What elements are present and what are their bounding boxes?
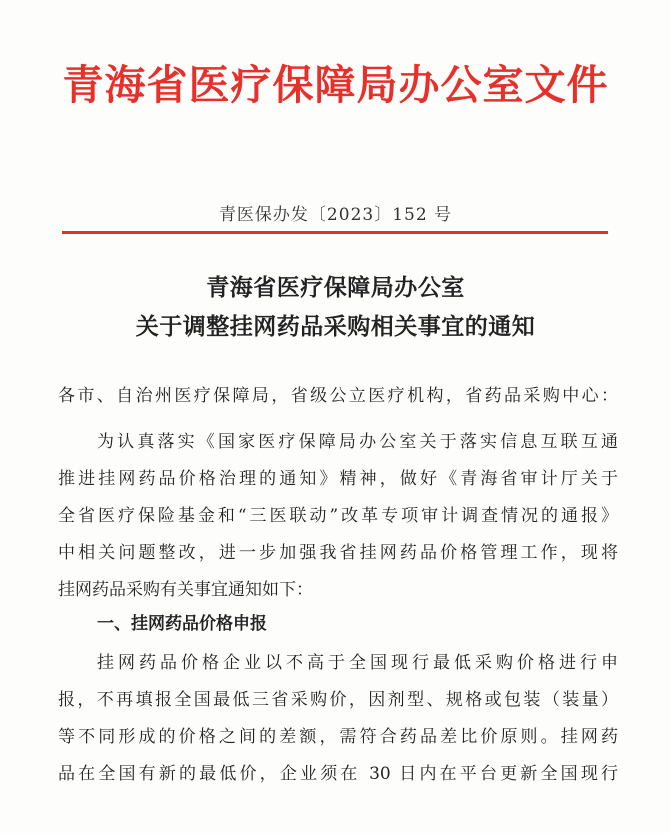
paragraph-line: 挂网药品采购有关事宜通知如下： — [58, 580, 313, 600]
red-divider-line — [62, 231, 608, 234]
salutation-line: 各市、自治州医疗保障局，省级公立医疗机构，省药品采购中心： — [58, 386, 618, 406]
document-title-line-1: 青海省医疗保障局办公室 — [206, 274, 465, 301]
paragraph-line: 挂网药品价格企业以不高于全国现行最低采购价格进行申 — [97, 653, 618, 673]
paragraph-line: 中相关问题整改，进一步加强我省挂网药品价格管理工作，现将 — [58, 543, 618, 563]
document-title-line-2: 关于调整挂网药品采购相关事宜的通知 — [135, 313, 536, 340]
document-number: 青医保办发〔2023〕152 号 — [218, 205, 453, 225]
paragraph-line: 等不同形成的价格之间的差额，需符合药品差比价原则。挂网药 — [58, 727, 618, 747]
issuer-header-title: 青海省医疗保障局办公室文件 — [62, 61, 609, 109]
paragraph-line: 为认真落实《国家医疗保障局办公室关于落实信息互联互通 — [97, 432, 618, 452]
paragraph-line: 全省医疗保险基金和“三医联动”改革专项审计调查情况的通报》 — [58, 506, 618, 526]
paragraph-line: 报，不再填报全国最低三省采购价，因剂型、规格或包装（装量） — [58, 690, 618, 710]
paragraph-line: 品在全国有新的最低价，企业须在 30 日内在平台更新全国现行 — [58, 764, 618, 784]
section-heading: 一、挂网药品价格申报 — [97, 614, 267, 634]
paragraph-line: 推进挂网药品价格治理的通知》精神，做好《青海省审计厅关于 — [58, 469, 618, 489]
